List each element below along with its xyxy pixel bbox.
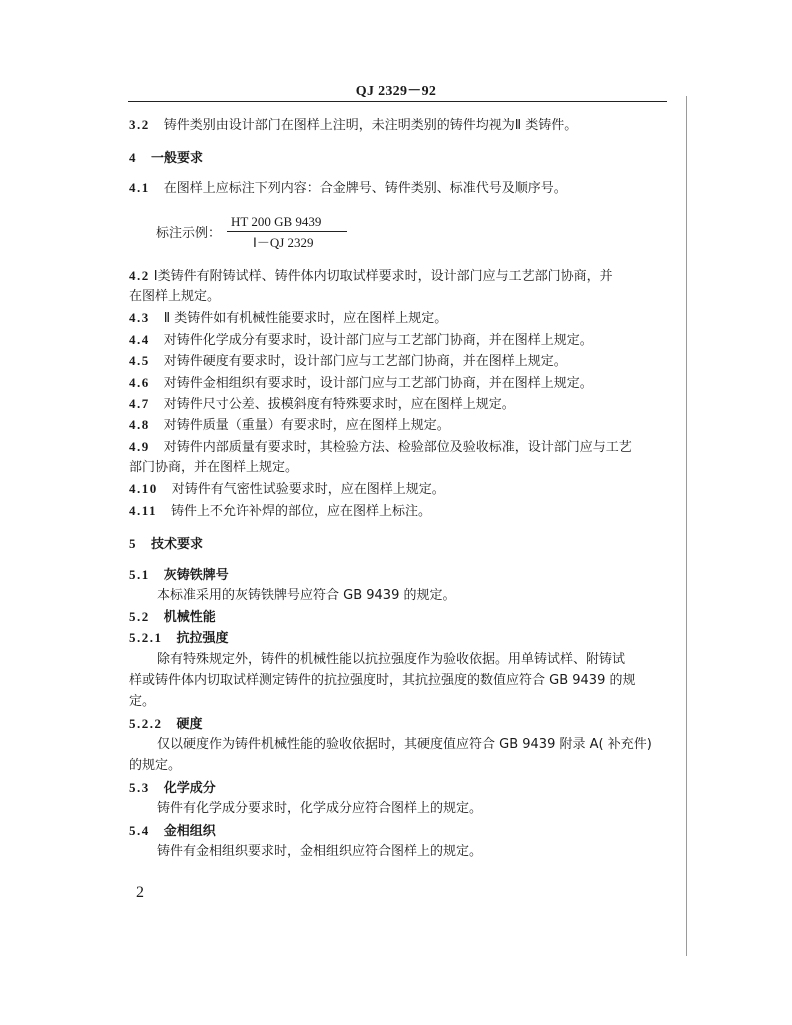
clause-text: 铸件有金相组织要求时，金相组织应符合图样上的规定。 [157, 844, 483, 859]
section-number: 4 [129, 150, 137, 165]
clause-number: 4.7 [129, 396, 150, 411]
section-4-heading [129, 150, 203, 167]
scan-edge-line [686, 96, 687, 956]
section-number: 5 [129, 536, 137, 551]
clause-title: 抗拉强度 [176, 631, 229, 646]
clause-5-2-heading [129, 609, 216, 626]
clause-title: 硬度 [176, 717, 203, 732]
example-label: 标注示例： [156, 226, 222, 241]
page-header: QJ 2329－92 [355, 84, 437, 99]
clause-4-2 [129, 268, 613, 285]
clause-5-4-heading [129, 823, 216, 840]
clause-number: 4.9 [129, 439, 150, 454]
clause-number: 4.11 [129, 503, 158, 518]
clause-5-1-heading [129, 567, 229, 584]
clause-4-5 [129, 353, 567, 370]
clause-number: 5.4 [129, 823, 150, 838]
clause-4-8 [129, 417, 450, 434]
clause-5-2-1-body-1 [157, 652, 625, 668]
clause-text: 对铸件有气密性试验要求时，应在图样上规定。 [171, 482, 445, 497]
clause-number: 4.4 [129, 332, 150, 347]
clause-text: 样或铸件体内切取试样测定铸件的抗拉强度时，其抗拉强度的数值应符合 GB 9439 的规 [129, 673, 636, 688]
clause-5-3-body [157, 801, 482, 817]
clause-text: 对铸件质量（重量）有要求时，应在图样上规定。 [163, 418, 450, 433]
clause-3-2 [129, 117, 577, 134]
clause-4-2-cont [129, 289, 220, 305]
section-5-heading [129, 536, 203, 553]
clause-5-2-2-body-2 [129, 758, 181, 774]
clause-text: 的规定。 [129, 758, 182, 773]
section-title: 一般要求 [151, 151, 204, 166]
clause-title: 灰铸铁牌号 [163, 568, 229, 583]
clause-number: 4.1 [129, 180, 150, 195]
clause-title: 金相组织 [163, 824, 216, 839]
clause-4-3 [129, 310, 447, 327]
clause-number: 5.2.2 [129, 716, 163, 731]
clause-4-10 [129, 481, 445, 498]
clause-text: 对铸件金相组织有要求时，设计部门应与工艺部门协商，并在图样上规定。 [163, 376, 593, 391]
clause-5-3-heading [129, 780, 216, 797]
clause-number: 5.2.1 [129, 630, 163, 645]
clause-number: 5.3 [129, 780, 150, 795]
page-number: 2 [136, 884, 144, 901]
clause-5-1-body [157, 588, 455, 604]
clause-number: 4.8 [129, 417, 150, 432]
clause-text: 对铸件化学成分有要求时，设计部门应与工艺部门协商，并在图样上规定。 [163, 333, 593, 348]
header-rule [128, 101, 667, 102]
clause-text: 铸件上不允许补焊的部位，应在图样上标注。 [171, 504, 432, 519]
clause-text: 定。 [129, 694, 156, 709]
clause-title: 化学成分 [163, 781, 216, 796]
example-numerator: HT 200 GB 9439 [231, 214, 322, 229]
clause-number: 4.6 [129, 375, 150, 390]
clause-4-7 [129, 396, 515, 413]
clause-text: 在图样上应标注下列内容：合金牌号、铸件类别、标准代号及顺序号。 [163, 181, 567, 196]
clause-text: 除有特殊规定外，铸件的机械性能以抗拉强度作为验收依据。用单铸试样、附铸试 [157, 652, 626, 667]
clause-text: 对铸件内部质量有要求时，其检验方法、检验部位及验收标准，设计部门应与工艺 [163, 440, 632, 455]
clause-5-4-body [157, 844, 482, 860]
clause-number: 4.10 [129, 481, 158, 496]
clause-text: 仅以硬度作为铸件机械性能的验收依据时，其硬度值应符合 GB 9439 附录 A( 补充件) [157, 737, 652, 752]
clause-number: 4.5 [129, 353, 150, 368]
clause-text: Ⅰ类铸件有附铸试样、铸件体内切取试样要求时，设计部门应与工艺部门协商，并 [153, 269, 613, 284]
clause-title: 机械性能 [163, 610, 216, 625]
clause-text: 对铸件硬度有要求时，设计部门应与工艺部门协商，并在图样上规定。 [163, 354, 567, 369]
clause-4-9 [129, 439, 632, 456]
clause-number: 5.2 [129, 609, 150, 624]
clause-text: Ⅱ 类铸件如有机械性能要求时，应在图样上规定。 [163, 311, 448, 326]
example-denominator: Ⅰ－QJ 2329 [253, 235, 314, 250]
clause-4-6 [129, 375, 593, 392]
clause-4-1 [129, 180, 567, 197]
clause-text: 铸件有化学成分要求时，化学成分应符合图样上的规定。 [157, 801, 483, 816]
clause-number: 5.1 [129, 567, 150, 582]
clause-text: 铸件类别由设计部门在图样上注明，未注明类别的铸件均视为Ⅱ 类铸件。 [163, 118, 578, 133]
clause-4-9-cont [129, 460, 298, 476]
clause-text: 部门协商，并在图样上规定。 [129, 460, 299, 475]
clause-4-4 [129, 332, 593, 349]
clause-text: 本标准采用的灰铸铁牌号应符合 GB 9439 的规定。 [157, 588, 456, 603]
clause-5-2-2-body-1 [157, 737, 652, 753]
clause-text: 在图样上规定。 [129, 289, 221, 304]
clause-5-2-1-body-2 [129, 673, 635, 689]
clause-text: 对铸件尺寸公差、拔模斜度有特殊要求时，应在图样上规定。 [163, 397, 515, 412]
clause-4-11 [129, 503, 431, 520]
clause-number: 4.3 [129, 310, 150, 325]
clause-5-2-1-heading [129, 630, 229, 647]
clause-5-2-1-body-3 [129, 694, 155, 710]
clause-number: 3.2 [129, 117, 150, 132]
section-title: 技术要求 [151, 537, 204, 552]
clause-5-2-2-heading [129, 716, 203, 733]
clause-number: 4.2 [129, 268, 150, 283]
